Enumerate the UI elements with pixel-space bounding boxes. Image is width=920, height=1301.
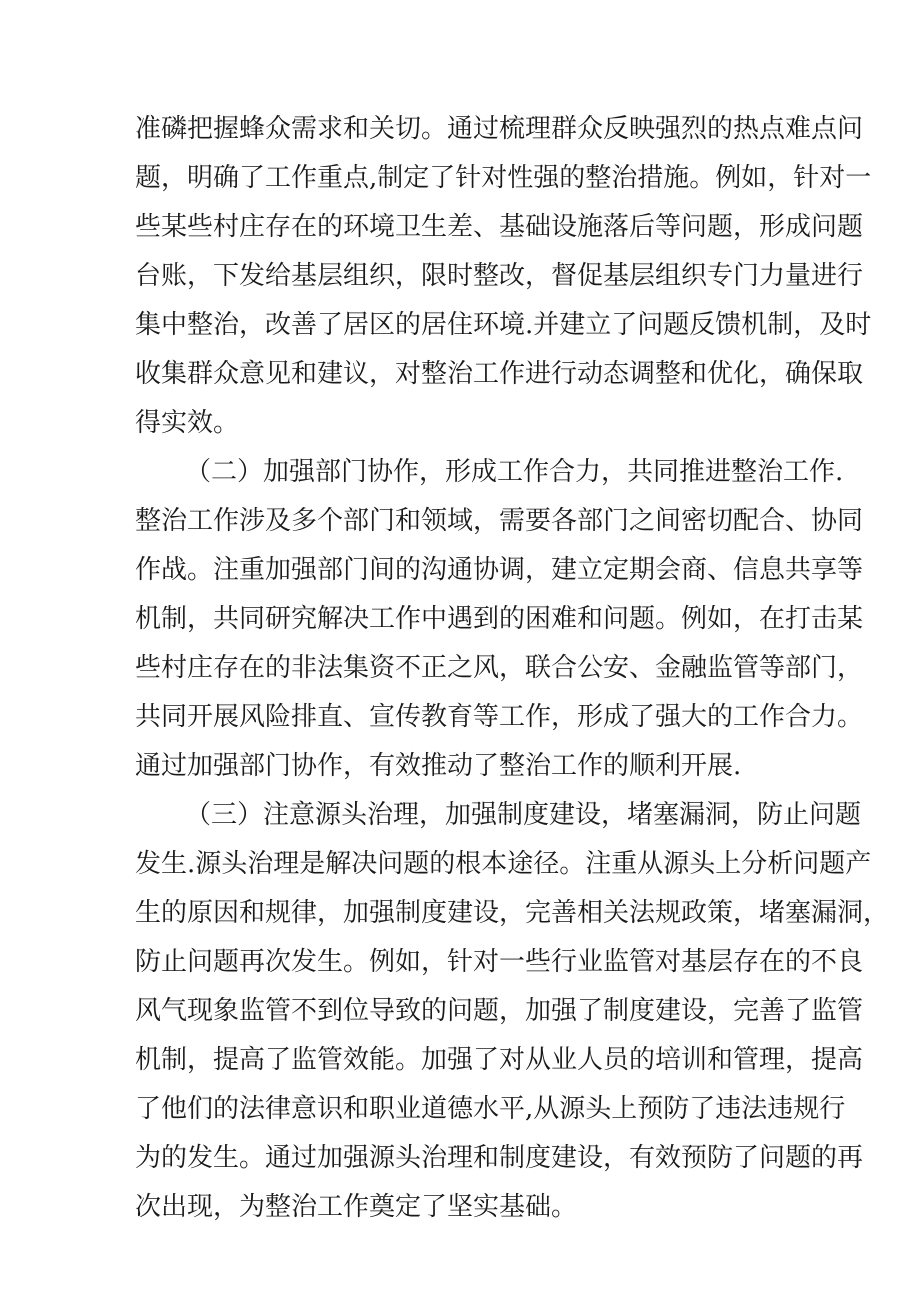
paragraph-line <box>0 844 920 884</box>
paragraph-line <box>0 795 920 835</box>
line-text: 些某些村庄存在的环境卫生差、基础设施落后等问题，形成问题 <box>135 212 864 242</box>
paragraph-line <box>0 403 920 443</box>
paragraph-line <box>0 942 920 982</box>
paragraph-line <box>0 109 920 149</box>
paragraph-line <box>0 648 920 688</box>
paragraph-line <box>0 599 920 639</box>
line-text: 机制，共同研究解决工作中遇到的困难和问题。例如，在打击某 <box>135 604 864 634</box>
line-text: 防止问题再次发生。例如，针对一些行业监管对基层存在的不良 <box>135 947 864 977</box>
paragraph-line <box>0 158 920 198</box>
line-text: 风气现象监管不到位导致的问题，加强了制度建设，完善了监管 <box>135 996 864 1026</box>
line-text: 机制，提高了监管效能。加强了对从业人员的培训和管理，提高 <box>135 1045 864 1075</box>
paragraph-line <box>0 452 920 492</box>
line-text: 题，明确了工作重点,制定了针对性强的整治措施。例如，针对一 <box>135 163 872 193</box>
paragraph-line <box>0 1089 920 1129</box>
line-text: 些村庄存在的非法集资不正之风，联合公安、金融监管等部门， <box>135 653 864 683</box>
paragraph-line <box>0 1138 920 1178</box>
paragraph-line <box>0 305 920 345</box>
line-text: 收集群众意见和建议，对整治工作进行动态调整和优化，确保取 <box>135 359 864 389</box>
paragraph-line <box>0 697 920 737</box>
line-text: 得实效。 <box>135 408 240 438</box>
line-text: 发生.源头治理是解决问题的根本途径。注重从源头上分析问题产 <box>135 849 872 879</box>
line-text: 集中整治，改善了居区的居住环境.并建立了问题反馈机制，及时 <box>135 310 872 340</box>
paragraph-line <box>0 1040 920 1080</box>
line-text: 台账，下发给基层组织，限时整改，督促基层组织专门力量进行 <box>135 261 864 291</box>
paragraph-line <box>0 893 920 933</box>
paragraph-line <box>0 256 920 296</box>
line-text: 为的发生。通过加强源头治理和制度建设，有效预防了问题的再 <box>135 1143 864 1173</box>
paragraph-line <box>0 550 920 590</box>
line-text: 通过加强部门协作，有效推动了整治工作的顺利开展. <box>135 751 742 781</box>
line-text: 次出现，为整治工作奠定了坚实基础。 <box>135 1192 578 1222</box>
paragraph-line <box>0 501 920 541</box>
paragraph-line <box>0 746 920 786</box>
line-text: 共同开展风险排直、宣传教育等工作，形成了强大的工作合力。 <box>135 702 864 732</box>
paragraph-line <box>0 354 920 394</box>
paragraph-line <box>0 207 920 247</box>
paragraph-line <box>0 1187 920 1227</box>
line-text: （三）注意源头治理，加强制度建设，堵塞漏洞，防止问题 <box>185 800 862 830</box>
line-text: 作战。注重加强部门间的沟通协调，建立定期会商、信息共享等 <box>135 555 864 585</box>
paragraph-line <box>0 991 920 1031</box>
line-text: 生的原因和规律，加强制度建设，完善相关法规政策，堵塞漏洞， <box>135 898 890 928</box>
line-text: 准磷把握蜂众需求和关切。通过梳理群众反映强烈的热点难点问 <box>135 114 864 144</box>
line-text: 了他们的法律意识和职业道德水平,从源头上预防了违法违规行 <box>135 1094 846 1124</box>
line-text: 整治工作涉及多个部门和领域，需要各部门之间密切配合、协同 <box>135 506 864 536</box>
line-text: （二）加强部门协作，形成工作合力，共同推进整治工作. <box>185 457 844 487</box>
